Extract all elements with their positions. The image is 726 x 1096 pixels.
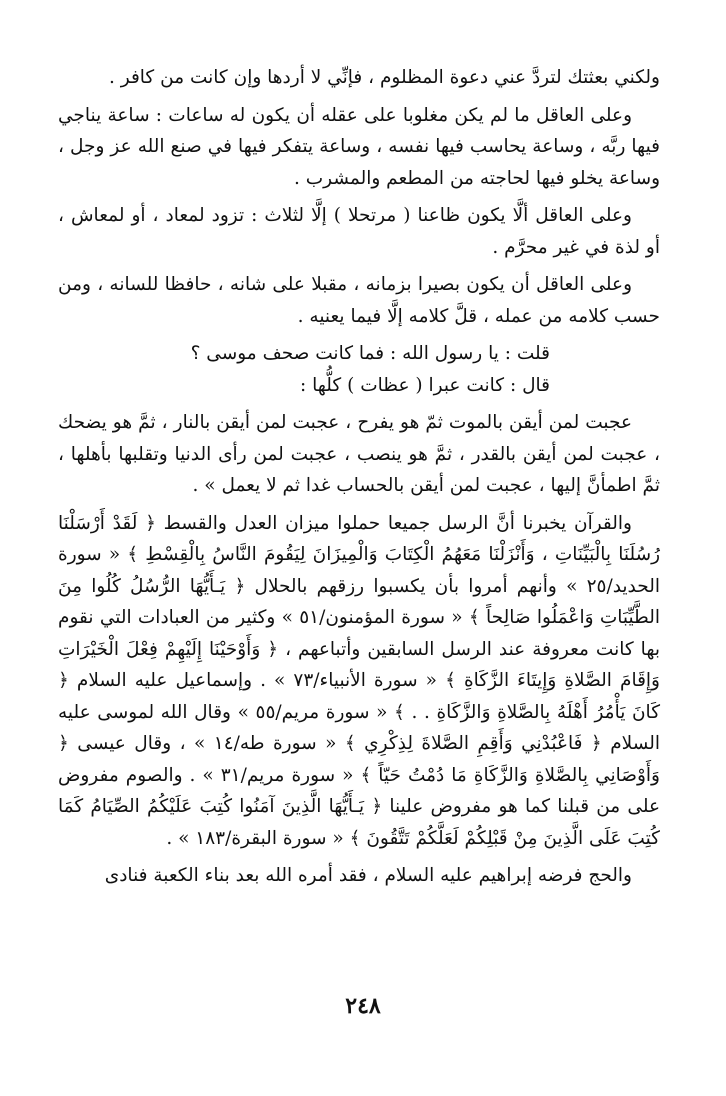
question-line: قلت : يا رسول الله : فما كانت صحف موسى ؟	[190, 343, 550, 364]
paragraph: عجبت لمن أيقن بالموت ثمّ هو يفرح ، عجبت لمن أيقن بالنار ، ثمَّ هو يضحك ، عجبت لمن أيقن بالقدر ، ثمَّ هو ينصب ، عجبت لمن رأى الدنيا وتقلبها بأهلها ، ثمَّ اطمأنَّ إليها ، عجبت لمن أيقن بالحساب غدا ثم لا يعمل » .	[58, 412, 660, 496]
paragraph: وعلى العاقل ألَّا يكون ظاعنا ( مرتحلا ) إلَّا لثلاث : تزود لمعاد ، أو لمعاش ، أو لذة في غير محرَّم .	[58, 205, 660, 258]
answer-line: قال : كانت عبرا ( عظات ) كلُّها :	[300, 374, 550, 396]
paragraph: وعلى العاقل ما لم يكن مغلوبا على عقله أن يكون له ساعات : ساعة يناجي فيها ربَّه ، وساعة يحاسب فيها نفسه ، وساعة يتفكر فيها في صنع الله عز وجل ، وساعة يخلو فيها لحاجته من المطعم والمشرب .	[58, 104, 660, 189]
paragraph: والحج فرضه إبراهيم عليه السلام ، فقد أمره الله بعد بناء الكعبة فنادى	[104, 865, 632, 886]
paragraph: ولكني بعثتك لتردَّ عني دعوة المظلوم ، فإنِّي لا أردها وإن كانت من كافر .	[108, 67, 660, 88]
paragraph: والقرآن يخبرنا أنَّ الرسل جميعا حملوا ميزان العدل والقسط ﴿ لَقَدْ أَرْسَلْنَا رُسُلَنَا بِالْبَيِّنَاتِ ، وَأَنْزَلْنَا مَعَهُمُ الْكِتَابَ وَالْمِيزَانَ لِيَقُومَ النَّاسُ بِالْقِسْطِ ﴾ « سورة الحديد/٢٥ » وأنهم أمروا بأن يكسبوا رزقهم بالحلال ﴿ يَـأَيُّهَا الرُّسُلُ كُلُوا مِنَ الطَّيِّبَاتِ وَاعْمَلُوا صَالِحاً ﴾ « سورة المؤمنون/٥١ » وكثير من العبادات التي نقوم بها كانت معروفة عند الرسل السابقين وأتباعهم ، ﴿ وَأَوْحَيْنَا إِلَيْهِمْ فِعْلَ الْخَيْرَاتِ وَإِقَامَ الصَّلاةِ وَإِيتَاءَ الزَّكَاةِ ﴾ « سورة الأنبياء/٧٣ » . وإسماعيل عليه السلام ﴿ كَانَ يَأْمُرُ أَهْلَهُ بِالصَّلاةِ وَالزَّكَاةِ . . ﴾ « سورة مريم/٥٥ » وقال الله لموسى عليه السلام ﴿ فَاعْبُدْنِي وَأَقِمِ الصَّلاةَ لِذِكْرِي ﴾ « سورة طه/١٤ » ، وقال عيسى ﴿ وَأَوْصَانِي بِالصَّلاةِ وَالزَّكَاةِ مَا دُمْتُ حَيّاً ﴾ « سورة مريم/٣١ » . والصوم مفروض على من قبلنا كما هو مفروض علينا ﴿ يَـأَيُّهَا الَّذِينَ آمَنُوا كُتِبَ عَلَيْكُمُ الصِّيَامُ كَمَا كُتِبَ عَلَى الَّذِينَ مِنْ قَبْلِكُمْ لَعَلَّكُمْ تَتَّقُونَ ﴾ « سورة البقرة/١٨٣ » .	[58, 512, 660, 849]
body-text	[58, 62, 660, 892]
paragraph: وعلى العاقل أن يكون بصيرا بزمانه ، مقبلا على شانه ، حافظا للسانه ، ومن حسب كلامه من عمله ، قلَّ كلامه إلَّا فيما يعنيه .	[58, 274, 660, 327]
page-number: ٢٤٨	[345, 993, 381, 1019]
